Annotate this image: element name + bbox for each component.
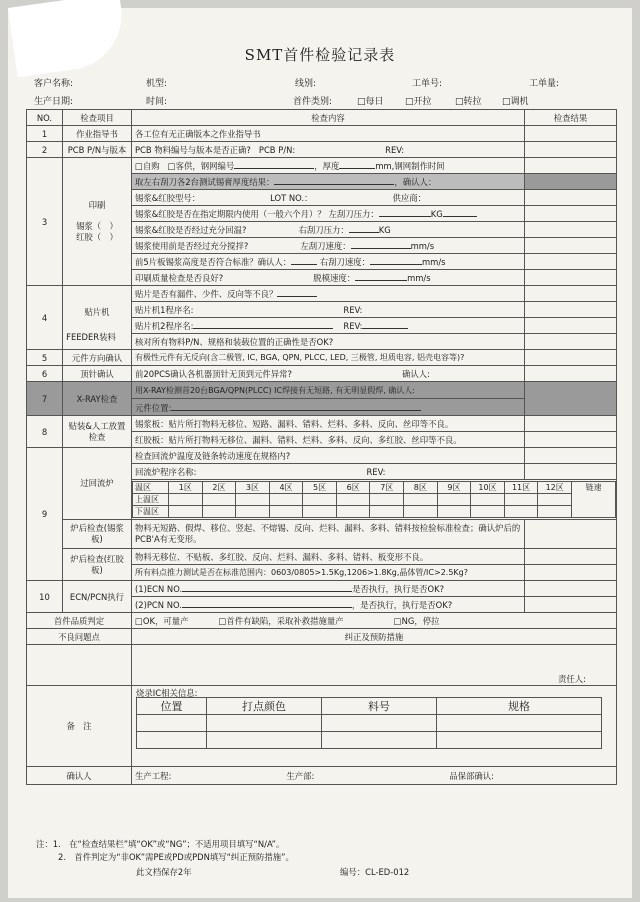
prod-date-label: 生产日期: xyxy=(34,97,74,107)
result-cell[interactable] xyxy=(525,238,617,254)
table-header xyxy=(27,110,617,126)
customer-label: 客户名称: xyxy=(34,79,74,89)
col-content: 检查内容 xyxy=(132,110,525,126)
table-row: 炉后检查(红胶板) 物料无移位、不贴板、多红胶、反向、烂料、漏料、多料、错料、板变形不良。 xyxy=(27,549,617,565)
result-cell[interactable] xyxy=(525,350,617,366)
quality-judgment-row: 首件品质判定 □OK，可量产 □首件有缺陷，采取补救措施量产 □NG，停拉 xyxy=(27,613,617,629)
category-daily[interactable]: □每日 xyxy=(357,97,384,107)
table-row: 炉后检查(锡浆板) 物料无短路、假焊、移位、竖起、不熔锡、反向、烂料、漏料、多料、错料按检验标准检查；确认炉后的PCB'A有无变形。 xyxy=(27,520,617,549)
table-row: 锡浆&红胶型号： LOT NO.： 供应商： xyxy=(27,190,617,206)
result-cell[interactable] xyxy=(525,565,617,581)
category-change[interactable]: □转拉 xyxy=(455,97,482,107)
judge-ok[interactable]: □OK，可量产 xyxy=(135,615,189,626)
result-cell[interactable] xyxy=(525,597,617,613)
line-label: 线别: xyxy=(295,79,317,89)
model-label: 机型: xyxy=(146,79,168,89)
result-cell[interactable] xyxy=(525,366,617,382)
result-cell[interactable] xyxy=(525,334,617,350)
form-title: SMT首件检验记录表 xyxy=(244,46,396,64)
table-row: 7 X-RAY检查 用X-RAY检测首20台BGA/QPN(PLCC) IC焊接有无短路, 有无明显假焊, 确认人: xyxy=(27,382,617,399)
result-cell[interactable] xyxy=(525,142,617,158)
table-row: 元件位置: xyxy=(27,399,617,416)
category-adjust[interactable]: □调机 xyxy=(502,97,529,107)
result-cell[interactable] xyxy=(525,302,617,318)
result-cell[interactable] xyxy=(525,206,617,222)
result-cell[interactable] xyxy=(525,318,617,334)
table-row: 红胶板：贴片所打物料无移位、漏料、错料、烂料、多料、反向、多红胶、丝印等不良。 xyxy=(27,432,617,448)
result-cell[interactable] xyxy=(525,416,617,432)
table-row: 5 元件方向确认 有极性元件有无反向(含二极管, IC, BGA, QPN, PLCC, LED, 三极管, 坦质电容, 铝壳电容等)? xyxy=(27,350,617,366)
table-row: 印刷质量检查是否良好? 脱模速度： mm/s xyxy=(27,270,617,286)
table-row: 6 顶针确认 前20PCS确认各机器顶针无顶到元件异常? 确认人: xyxy=(27,366,617,382)
confirm-row: 确认人 生产工程: 生产部: 品保部确认: xyxy=(27,767,617,785)
doc-code: 编号：CL-ED-012 xyxy=(340,867,410,877)
result-cell[interactable] xyxy=(525,158,617,174)
reflow-zone-table: 温区 1区 2区 3区 4区 5区 6区 7区 8区 9区 10区 11区 12区 链速 上温区 下温区 xyxy=(132,481,616,518)
result-cell[interactable] xyxy=(525,270,617,286)
col-no: NO. xyxy=(27,110,63,126)
table-row: 贴片机1程序名: REV: xyxy=(27,302,617,318)
inspection-table xyxy=(26,109,617,785)
category-start[interactable]: □开拉 xyxy=(405,97,432,107)
result-cell[interactable] xyxy=(525,464,617,480)
table-row: 锡浆&红胶是否经过充分回温? 右刮刀压力： KG xyxy=(27,222,617,238)
table-row: 9 过回流炉 检查回流炉温度及链条转动速度在规格内? xyxy=(27,448,617,464)
result-cell[interactable] xyxy=(525,581,617,597)
result-cell[interactable] xyxy=(525,254,617,270)
table-row: 8 贴装&人工放置检查 锡浆板：贴片所打物料无移位、短路、漏料、错料、烂料、多料、反向、丝印等不良。 xyxy=(27,416,617,432)
table-row: 4 贴片机 FEEDER装料 贴片是否有漏件、少件、反向等不良？ xyxy=(27,286,617,302)
table-row: 10 ECN/PCN执行 (1)ECN NO. 是否执行，执行是否OK? xyxy=(27,581,617,597)
time-label: 时间: xyxy=(146,97,168,107)
table-row: 核对所有物料P/N、规格和装载位置的正确性是否OK? xyxy=(27,334,617,350)
bad-issue-header-row: 不良问题点 纠正及预防措施 xyxy=(27,629,617,645)
work-qty-label: 工单量: xyxy=(529,79,560,89)
note-1: 注：1. 在“检查结果栏”填“OK”或“NG”；不适用项目填写“N/A”。 xyxy=(36,839,285,849)
table-row: 3 印刷 锡浆（ ） 红胶（ ） □自购 □客供，钢网编号 ，厚度 mm,钢网制作时间 xyxy=(27,158,617,174)
judge-defect[interactable]: □首件有缺陷，采取补救措施量产 xyxy=(218,615,344,626)
table-row: (2)PCN NO. ，是否执行，执行是否OK? xyxy=(27,597,617,613)
folded-corner xyxy=(8,0,129,77)
result-cell[interactable] xyxy=(525,432,617,448)
burn-ic-label: 烧录IC相关信息: xyxy=(136,688,198,698)
result-cell[interactable] xyxy=(525,520,617,549)
category-label: 首件类别: xyxy=(293,97,333,107)
table-row: 2 PCB P/N与版本 PCB 物料编号与版本是否正确? PCB P/N: REV: xyxy=(27,142,617,158)
table-row: 前5片板锡浆高度是否符合标准？确认人： 右刮刀速度： mm/s xyxy=(27,254,617,270)
result-cell[interactable] xyxy=(525,126,617,142)
col-item: 检查项目 xyxy=(63,110,132,126)
result-cell[interactable] xyxy=(525,286,617,302)
table-row: 取左右刮刀各2台测试锡膏厚度结果： ，确认人： xyxy=(27,174,617,190)
col-result: 检查结果 xyxy=(525,110,617,126)
keep-note: 此文档保存2年 xyxy=(136,867,192,877)
result-cell[interactable] xyxy=(525,190,617,206)
table-row: 锡浆&红胶是否在指定期限内使用（一般六个月）？ 左刮刀压力： KG xyxy=(27,206,617,222)
table-row: 回流炉程序名称: REV: xyxy=(27,464,617,480)
table-row: 所有料点推力测试是否在标准范围内：0603/0805>1.5Kg,1206>1.8Kg,晶体管/IC>2.5Kg? xyxy=(27,565,617,581)
responsible-label: 责任人: xyxy=(558,674,586,684)
result-cell[interactable] xyxy=(525,549,617,565)
work-order-label: 工单号: xyxy=(412,79,443,89)
note-2: 2. 首件判定为“非OK”需PE或PD或PDN填写“纠正预防措施”。 xyxy=(58,852,294,862)
result-cell[interactable] xyxy=(525,222,617,238)
burn-ic-table: 位置 打点颜色 料号 规格 xyxy=(136,697,602,749)
result-cell[interactable] xyxy=(525,448,617,464)
remark-row: 备 注 烧录IC相关信息: 位置 打点颜色 料号 规格 xyxy=(27,686,617,767)
result-cell[interactable] xyxy=(525,382,617,416)
table-row: 1 作业指导书 各工位有无正确版本之作业指导书 xyxy=(27,126,617,142)
table-row: 锡浆使用前是否经过充分搅拌? 左刮刀速度： mm/s xyxy=(27,238,617,254)
table-row: 贴片机2程序名: REV: xyxy=(27,318,617,334)
judge-ng[interactable]: □NG，停拉 xyxy=(393,615,440,626)
bad-issue-body-row xyxy=(27,645,617,686)
